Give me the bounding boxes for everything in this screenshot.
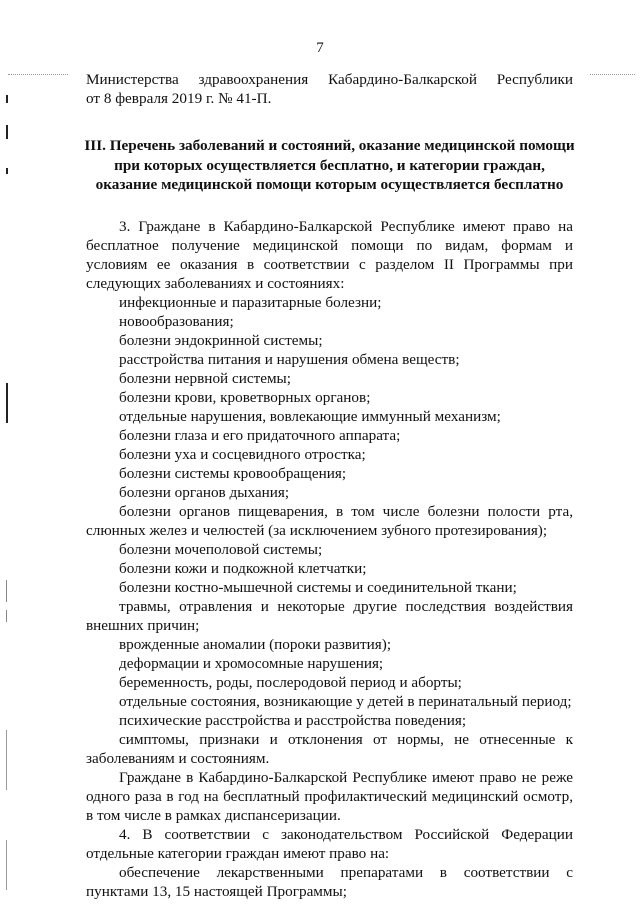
list-item: отдельные нарушения, вовлекающие иммунный механизм;: [119, 407, 501, 425]
scan-artifact: [6, 168, 8, 174]
paragraph: 4. В соответствии с законодательством Российской Федерации отдельные категории граждан имеют право на:: [86, 825, 573, 862]
list-item: болезни кожи и подкожной клетчатки;: [119, 559, 367, 577]
list-item: болезни органов дыхания;: [119, 483, 290, 501]
list-item: болезни костно-мышечной системы и соединительной ткани;: [119, 578, 517, 596]
list-item: болезни органов пищеварения, в том числе болезни полости рта, слюнных желез и челюстей (за исключением зубного протезирования);: [86, 502, 573, 539]
list-item: отдельные состояния, возникающие у детей в перинатальный период;: [119, 692, 572, 710]
list-item: болезни глаза и его придаточного аппарата;: [119, 426, 401, 444]
list-item: врожденные аномалии (пороки развития);: [119, 635, 392, 653]
list-item: болезни уха и сосцевидного отростка;: [119, 445, 366, 463]
disease-list: [86, 293, 573, 768]
list-item: инфекционные и паразитарные болезни;: [119, 293, 382, 311]
list-item: деформации и хромосомные нарушения;: [119, 654, 384, 672]
scan-artifact: [590, 74, 635, 76]
list-item: травмы, отравления и некоторые другие последствия воздействия внешних причин;: [86, 597, 573, 634]
scan-artifact: [8, 74, 68, 76]
section-title-line: оказание медицинской помощи которым осуществляется бесплатно: [95, 176, 564, 193]
scan-artifact: [6, 125, 8, 139]
list-item: симптомы, признаки и отклонения от нормы, не отнесенные к заболеваниям и состояниям.: [86, 730, 573, 767]
list-item: расстройства питания и нарушения обмена веществ;: [119, 350, 460, 368]
list-item: беременность, роды, послеродовой период и аборты;: [119, 673, 462, 691]
header-line: от 8 февраля 2019 г. № 41-П.: [86, 90, 272, 107]
header-line: Министерства здравоохранения Кабардино-Балкарской Республики: [86, 71, 573, 88]
scan-artifact: [6, 383, 8, 423]
list-item: болезни эндокринной системы;: [119, 331, 323, 349]
page-number: 7: [316, 40, 324, 56]
paragraph: обеспечение лекарственными препаратами в соответствии с пунктами 13, 15 настоящей Программы;: [86, 863, 573, 900]
scan-artifact: [6, 95, 8, 103]
scan-artifact: [6, 730, 7, 790]
list-item: болезни мочеполовой системы;: [119, 540, 323, 558]
document-body: [86, 70, 573, 901]
section-title-line: III. Перечень заболеваний и состояний, оказание медицинской помощи: [84, 137, 575, 154]
scan-artifact: [6, 610, 7, 622]
list-item: новообразования;: [119, 312, 234, 330]
paragraph: 3. Граждане в Кабардино-Балкарской Республике имеют право на бесплатное получение медицинской помощи по видам, формам и условиям ее оказания в соответствии с разделом II Программы при следующих заболеваниях и состояниях:: [86, 217, 573, 292]
scan-artifact: [6, 580, 7, 602]
section-title: [82, 136, 577, 195]
paragraph: Граждане в Кабардино-Балкарской Республике имеют право не реже одного раза в год на бесплатный профилактический медицинский осмотр, в том числе в рамках диспансеризации.: [86, 768, 573, 824]
list-item: психические расстройства и расстройства поведения;: [119, 711, 467, 729]
section-title-line: при которых осуществляется бесплатно, и категории граждан,: [114, 156, 545, 174]
list-item: болезни крови, кроветворных органов;: [119, 388, 371, 406]
list-item: болезни системы кровообращения;: [119, 464, 347, 482]
scan-artifact: [6, 840, 7, 890]
list-item: болезни нервной системы;: [119, 369, 291, 387]
